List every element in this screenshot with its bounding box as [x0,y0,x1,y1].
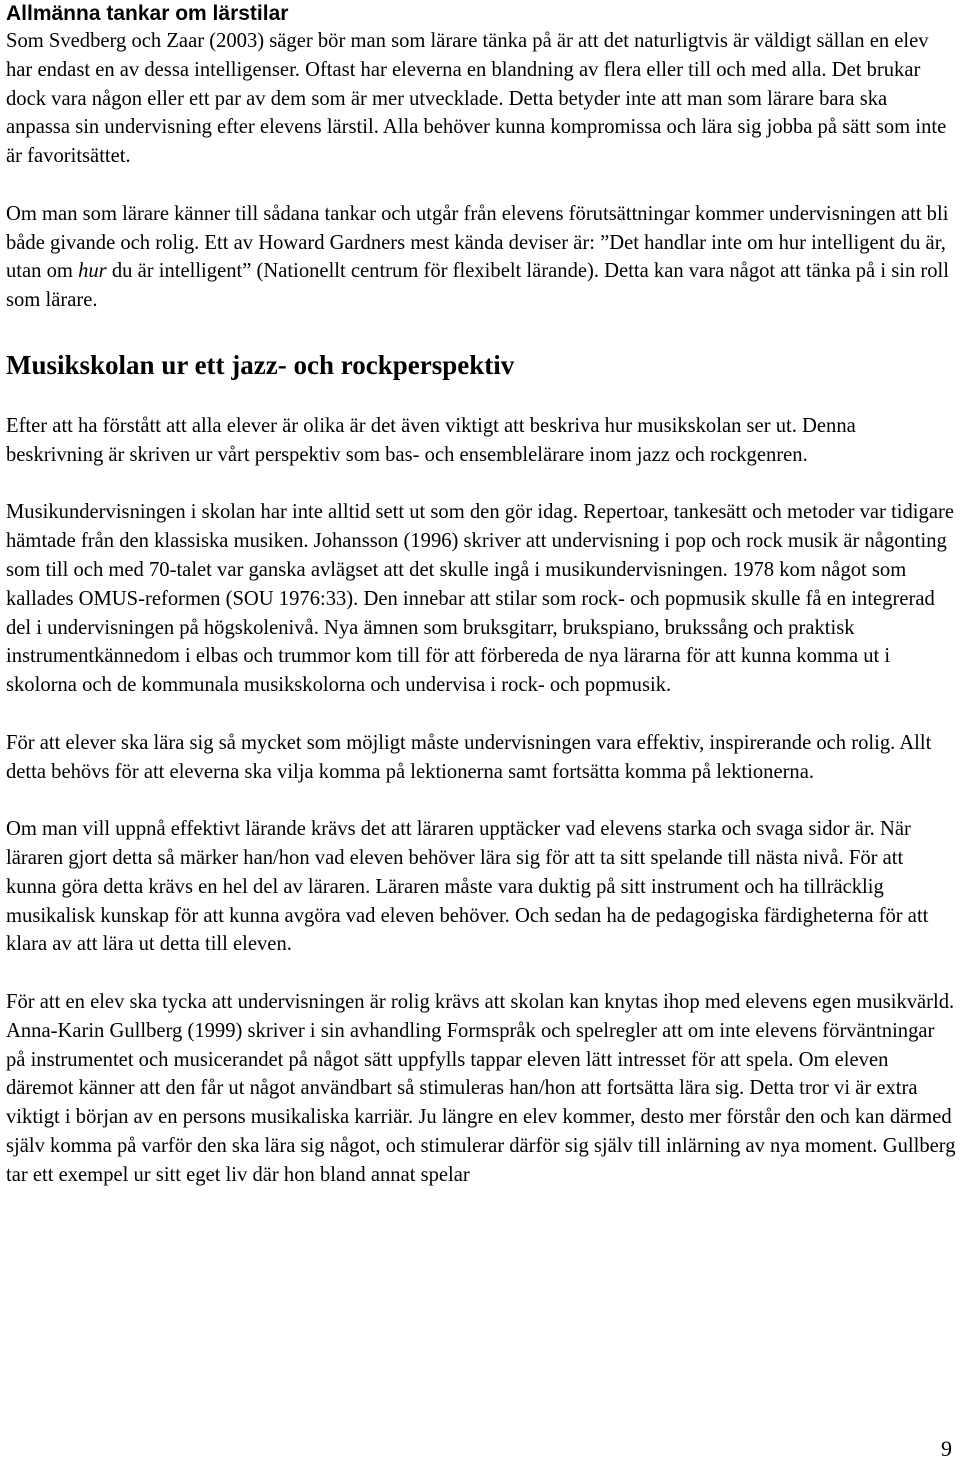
chapter-heading: Musikskolan ur ett jazz- och rockperspektiv [6,349,515,380]
page-number: 9 [941,1436,952,1461]
chapter-paragraph-5: För att en elev ska tycka att undervisningen är rolig krävs att skolan kan knytas ihop med elevens egen musikvärld. Anna-Karin Gullberg (1999) skriver i sin avhandling Formspråk och spelregler att om inte elevens förväntningar på instrumentet och musicerandet på något sätt uppfylls tappar eleven lätt intresset för att spela. Om eleven däremot känner att den får ut något användbart så stimuleras han/hon att fortsätta lära sig. Detta tror vi är extra viktigt i början av en persons musikaliska karriär. Ju längre en elev kommer, desto mer förstår den och kan därmed själv komma på varför den ska lära sig något, och stimulerar därför sig själv till inlärning av nya moment. Gullberg tar ett exempel ur sitt eget liv där hon bland annat spelar [6,990,956,1186]
section-paragraph-1: Som Svedberg och Zaar (2003) säger bör man som lärare tänka på är att det naturligtvis är väldigt sällan en elev har endast en av dessa intelligenser. Oftast har eleverna en blandning av flera eller till och med alla. Det brukar dock vara någon eller ett par av dem som är mer utvecklade. Detta betyder inte att man som lärare bara ska anpassa sin undervisning efter elevens lärstil. Alla behöver kunna kompromissa och lära sig jobba på sätt som inte är favoritsättet. [6,30,947,168]
chapter-paragraph-2: Musikundervisningen i skolan har inte alltid sett ut som den gör idag. Repertoar, tankesätt och metoder var tidigare hämtade från den klassiska musiken. Johansson (1996) skriver att undervisning i pop och rock musik är någonting som till och med 70-talet var ganska avlägset att det skulle ingå i musikundervisningen. 1978 kom något som kallades OMUS-reformen (SOU 1976:33). Den innebar att stilar som rock- och popmusik skulle få en integrerad del i undervisningen på högskolenivå. Nya ämnen som bruksgitarr, brukspiano, brukssång och praktisk instrumentkännedom i elbas och trummor kom till för att förbereda de nya lärarna för att kunna komma ut i skolorna och de kommunala musikskolorna och undervisa i rock- och popmusik. [6,501,954,697]
section-paragraph-2 [6,200,956,315]
section-heading: Allmänna tankar om lärstilar [6,2,289,25]
emphasis-hur: hur [78,260,107,283]
chapter-paragraph-3: För att elever ska lära sig så mycket som möjligt måste undervisningen vara effektiv, inspirerande och rolig. Allt detta behövs för att eleverna ska vilja komma på lektionerna samt fortsätta komma på lektionerna. [6,731,932,783]
paragraph-text-after: du är intelligent” (Nationellt centrum för flexibelt lärande). Detta kan vara något att tänka på i sin roll som lärare. [6,260,949,312]
chapter-paragraph-1: Efter att ha förstått att alla elever är olika är det även viktigt att beskriva hur musikskolan ser ut. Denna beskrivning är skriven ur vårt perspektiv som bas- och ensemblelärare inom jazz och rockgenren. [6,414,856,466]
document-page [6,0,956,1189]
paragraph-text-before: Om man som lärare känner till sådana tankar och utgår från elevens förutsättningar kommer undervisningen att bli både givande och rolig. Ett av Howard Gardners mest kända deviser är: ”Det handlar inte om hur intelligent du är, utan om [6,202,949,283]
chapter-paragraph-4: Om man vill uppnå effektivt lärande krävs det att läraren upptäcker vad elevens starka och svaga sidor är. När läraren gjort detta så märker han/hon vad eleven behöver lära sig för att ta sitt spelande till nästa nivå. För att kunna göra detta krävs en hel del av läraren. Läraren måste vara duktig på sitt instrument och ha tillräcklig musikalisk kunskap för att kunna avgöra vad eleven behöver. Och sedan ha de pedagogiska färdigheterna för att klara av att lära ut detta till eleven. [6,818,929,956]
